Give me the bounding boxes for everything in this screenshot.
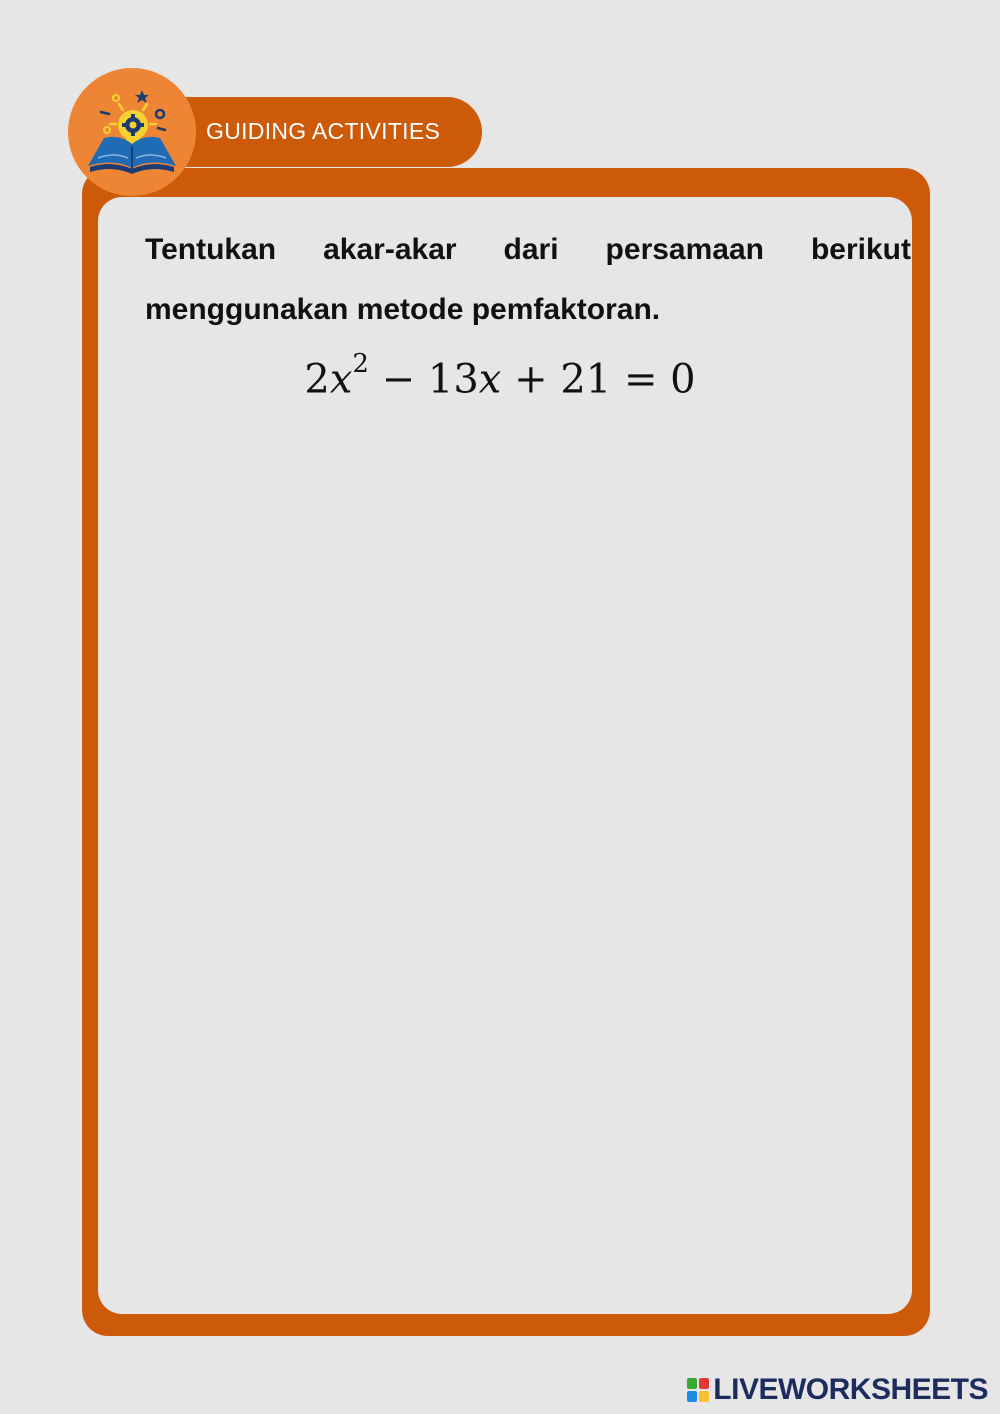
quadratic-equation bbox=[0, 340, 1000, 409]
liveworksheets-logo bbox=[687, 1372, 988, 1408]
right-hand-side: 0 bbox=[670, 356, 696, 403]
variable-x: x bbox=[329, 356, 353, 403]
constant-term: 21 bbox=[560, 356, 612, 403]
variable-x-linear: x bbox=[478, 356, 502, 403]
question-line-1: Tentukan akar-akar dari persamaan berikut bbox=[145, 233, 911, 266]
equals-sign: = bbox=[623, 356, 658, 403]
minus-sign: − bbox=[381, 356, 416, 403]
brand-name: LIVEWORKSHEETS bbox=[713, 1373, 988, 1406]
plus-sign: + bbox=[514, 356, 548, 403]
question-line-2: menggunakan metode pemfaktoran. bbox=[145, 293, 661, 326]
header-title: GUIDING ACTIVITIES bbox=[206, 118, 441, 144]
lightbulb-book-icon bbox=[68, 68, 196, 196]
coefficient-b: 13 bbox=[427, 356, 479, 403]
question-text bbox=[145, 220, 911, 340]
coefficient-a: 2 bbox=[304, 356, 330, 403]
liveworksheets-mark-icon bbox=[687, 1378, 709, 1402]
exponent: 2 bbox=[352, 349, 369, 379]
